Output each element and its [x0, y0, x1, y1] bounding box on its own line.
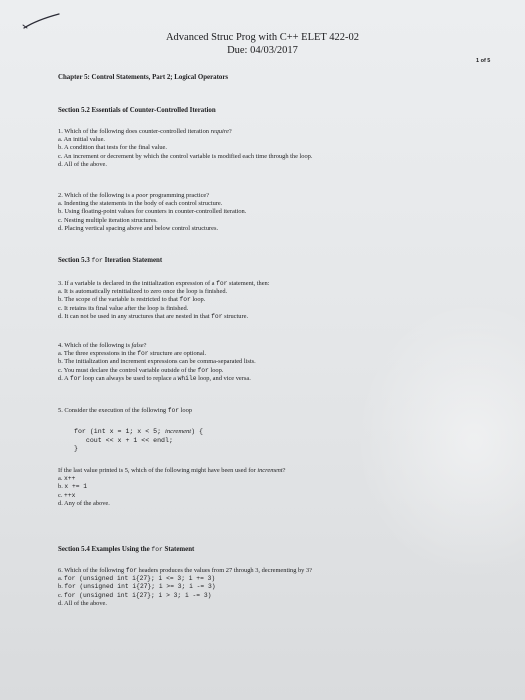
question-6-option-c-label: c. [58, 591, 65, 599]
question-4-option-c-end: loop. [208, 366, 224, 374]
question-1-option-c: c. An increment or decrement by which the control variable is modified each time through the loop. [58, 152, 313, 160]
question-5-option-a [58, 475, 498, 483]
question-5-stem-end: loop [179, 407, 192, 414]
question-2-stem [58, 192, 498, 200]
question-5-option-b-code: x += 1 [64, 483, 88, 491]
code-line-1-end: ) { [191, 428, 204, 435]
section-5-4-title [58, 546, 498, 554]
question-6-stem [58, 567, 498, 575]
question-4-option-d-end: loop, and vice versa. [196, 374, 251, 382]
question-6-option-b [58, 583, 498, 591]
question-5-option-c-label: c. [58, 491, 65, 499]
question-4-stem [58, 342, 498, 350]
question-5-stem-text: 5. Consider the execution of the following [58, 407, 168, 414]
question-3-option-c: c. It retains its final value after the loop is finished. [58, 304, 189, 312]
pen-check-mark [22, 12, 62, 30]
question-6-option-d: d. All of the above. [58, 599, 107, 607]
question-4-option-b: b. The initialization and increment expressions can be comma-separated lists. [58, 358, 256, 366]
question-3-stem [58, 280, 498, 288]
section-5-3-title-end: Iteration Statement [102, 257, 163, 264]
question-6-stem-text: 6. Which of the following [58, 567, 126, 574]
question-6-option-a-label: a. [58, 575, 65, 583]
question-5-follow-up-emphasis: increment [257, 467, 283, 474]
question-3-stem-code: for [216, 280, 228, 287]
question-5-option-d: d. Any of the above. [58, 499, 110, 507]
question-4-option-d-middle: loop can always be used to replace a [81, 374, 178, 382]
question-2-option-c: c. Nesting multiple iteration structures. [58, 216, 158, 224]
question-1-stem-emphasis: require [210, 128, 229, 135]
question-6-option-c [58, 592, 498, 600]
question-6-option-c-code: for (unsigned int i{27}; i > 3; i -= 3) [64, 591, 212, 599]
question-2-option-b: b. Using floating-point values for counters in counter-controlled iteration. [58, 208, 247, 216]
question-3-option-d-text: d. It can not be used in any structures that are nested in that [58, 312, 212, 320]
section-5-3-title [58, 257, 498, 265]
question-3-option-b-end: loop. [190, 296, 206, 304]
question-6-stem-code: for [125, 567, 138, 574]
question-4-option-a-code: for [137, 350, 149, 358]
question-2-stem-end: programming practice? [148, 192, 210, 199]
question-3-option-d-end: structure. [222, 312, 249, 320]
question-3-option-a: a. It is automatically reinitialized to zero once the loop is finished. [58, 288, 228, 296]
section-5-4-title-end: Statement [162, 546, 195, 553]
question-5-option-a-label: a. [58, 475, 65, 483]
question-2 [58, 192, 498, 233]
question-4-option-d [58, 375, 498, 383]
question-2-stem-text: 2. Which of the following is a [58, 192, 136, 199]
question-6 [58, 567, 498, 608]
question-1-stem-text: 1. Which of the following does counter-controlled iteration [58, 128, 211, 135]
question-3-option-b-code: for [179, 296, 191, 304]
question-3-option-d [58, 313, 498, 321]
question-2-stem-emphasis: poor [135, 192, 149, 199]
question-5-follow-up [58, 467, 498, 475]
section-5-4-title-code: for [151, 546, 163, 553]
section-5-4-title-text: Section 5.4 Examples Using the [58, 546, 152, 553]
question-3-option-d-code: for [211, 312, 223, 320]
question-4-option-c [58, 367, 498, 375]
question-5 [58, 467, 498, 508]
question-3-option-b [58, 296, 498, 304]
question-4-stem-text: 4. Which of the following is [58, 342, 132, 349]
question-5-follow-up-text: If the last value printed is 5, which of the following might have been used for [58, 467, 258, 474]
question-1-option-b: b. A condition that tests for the final value. [58, 144, 167, 152]
question-3 [58, 280, 498, 321]
question-4-option-a-text: a. The three expressions in the [58, 350, 138, 358]
question-4-option-c-text: c. You must declare the control variable outside of the [58, 366, 198, 374]
question-5-stem-code: for [167, 407, 180, 414]
question-6-option-b-label: b. [58, 583, 65, 591]
question-6-option-b-code: for (unsigned int i{27}; i >= 3; i -= 3) [64, 583, 216, 591]
due-date: Due: 04/03/2017 [227, 45, 298, 56]
section-5-3-title-code: for [91, 257, 103, 264]
question-4-option-d-text: d. A [58, 374, 70, 382]
question-6-option-a [58, 575, 498, 583]
question-3-stem-end: statement, then: [227, 280, 270, 287]
code-line-1-emphasis: increment [165, 428, 192, 435]
question-4-option-a [58, 350, 498, 358]
question-5-stem [58, 407, 498, 415]
question-5-code-block [74, 428, 203, 454]
question-3-option-b-text: b. The scope of the variable is restricted to that [58, 296, 180, 304]
chapter-title: Chapter 5: Control Statements, Part 2; Logical Operators [58, 74, 229, 81]
question-2-option-a: a. Indenting the statements in the body of each control structure. [58, 200, 223, 208]
course-title: Advanced Struc Prog with C++ ELET 422-02 [165, 32, 360, 43]
question-5-option-b [58, 483, 498, 491]
question-3-stem-text: 3. If a variable is declared in the initialization expression of a [58, 280, 217, 287]
question-1 [58, 128, 498, 169]
code-line-3: } [74, 445, 78, 452]
question-4-option-c-code: for [197, 366, 209, 374]
section-5-3-title-text: Section 5.3 [58, 257, 92, 264]
question-1-option-a: a. An initial value. [58, 136, 106, 144]
question-4-option-d-code-2: while [177, 374, 197, 382]
question-4-stem-end: ? [143, 342, 147, 349]
question-5-option-c [58, 492, 498, 500]
code-line-1: for (int x = 1; x < 5; [74, 428, 166, 435]
question-4-stem-emphasis: false [131, 342, 144, 349]
code-line-2: cout << x + 1 << endl; [74, 436, 173, 444]
question-1-stem [58, 128, 498, 136]
section-5-2-title: Section 5.2 Essentials of Counter-Controlled Iteration [58, 107, 216, 114]
question-1-option-d: d. All of the above. [58, 160, 107, 168]
question-6-option-a-code: for (unsigned int i{27}; i <= 3; i += 3) [64, 575, 216, 583]
question-5-follow-up-end: ? [282, 467, 286, 474]
question-5-option-b-label: b. [58, 483, 65, 491]
question-4 [58, 342, 498, 383]
question-5-option-c-code: ++x [64, 491, 76, 499]
page-indicator: 1 of 5 [476, 58, 491, 64]
question-2-option-d: d. Placing vertical spacing above and below control structures. [58, 224, 219, 232]
question-4-option-d-code: for [69, 374, 82, 382]
question-6-stem-end: headers produces the values from 27 through 3, decrementing by 3? [137, 567, 313, 574]
question-1-stem-end: ? [228, 128, 232, 135]
question-4-option-a-end: structure are optional. [148, 350, 207, 358]
question-5-option-a-code: x++ [64, 475, 76, 483]
